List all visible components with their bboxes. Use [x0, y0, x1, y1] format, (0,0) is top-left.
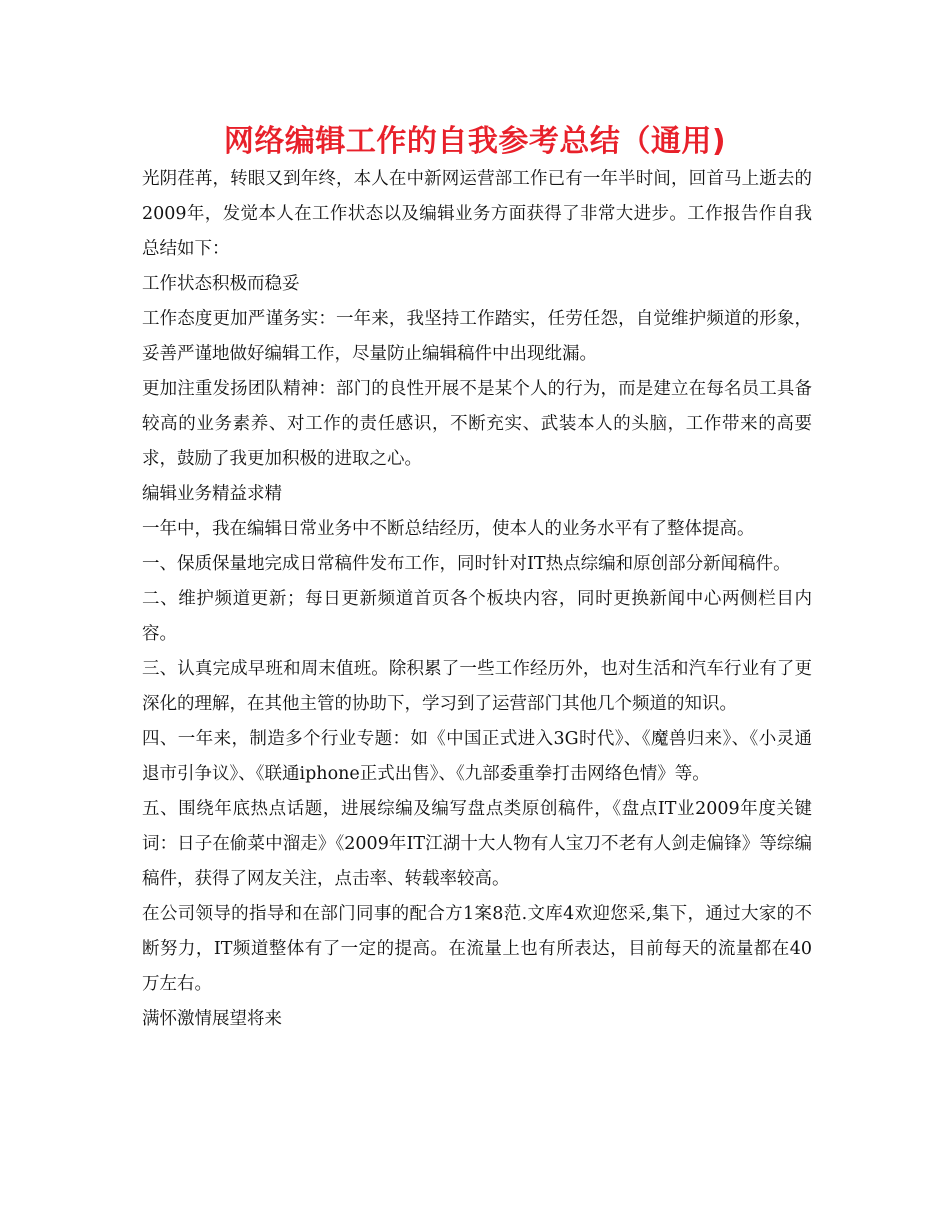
section-heading-editing: 编辑业务精益求精	[142, 484, 282, 504]
section-heading-future: 满怀激情展望将来	[142, 1009, 282, 1029]
document-body	[142, 162, 812, 1037]
paragraph-work-attitude: 工作态度更加严谨务实：一年来，我坚持工作踏实，任劳任怨，自觉维护频道的形象，妥善严谨地做好编辑工作，尽量防止编辑稿件中出现纰漏。	[142, 309, 812, 364]
list-item-3: 三、认真完成早班和周末值班。除积累了一些工作经历外，也对生活和汽车行业有了更深化的理解，在其他主管的协助下，学习到了运营部门其他几个频道的知识。	[142, 659, 812, 714]
paragraph-intro: 光阴荏苒，转眼又到年终，本人在中新网运营部工作已有一年半时间，回首马上逝去的2009年，发觉本人在工作状态以及编辑业务方面获得了非常大进步。工作报告作自我总结如下：	[142, 169, 812, 259]
paragraph-results: 在公司领导的指导和在部门同事的配合方1案8范.文库4欢迎您采,集下，通过大家的不断努力，IT频道整体有了一定的提高。在流量上也有所表达，目前每天的流量都在40万左右。	[142, 904, 812, 994]
list-item-1: 一、保质保量地完成日常稿件发布工作，同时针对IT热点综编和原创部分新闻稿件。	[142, 554, 791, 574]
list-item-4: 四、一年来，制造多个行业专题：如《中国正式进入3G时代》、《魔兽归来》、《小灵通退市引争议》、《联通iphone正式出售》、《九部委重拳打击网络色情》等。	[142, 729, 812, 784]
list-item-2: 二、维护频道更新；每日更新频道首页各个板块内容，同时更换新闻中心两侧栏目内容。	[142, 589, 812, 644]
section-heading-work-status: 工作状态积极而稳妥	[142, 274, 300, 294]
list-item-5: 五、围绕年底热点话题，进展综编及编写盘点类原创稿件，《盘点IT业2009年度关键词：日子在偷菜中溜走》《2009年IT江湖十大人物有人宝刀不老有人剑走偏锋》等综编稿件，获得了网友关注，点击率、转载率较高。	[142, 799, 812, 889]
paragraph-team-spirit: 更加注重发扬团队精神：部门的良性开展不是某个人的行为，而是建立在每名员工具备较高的业务素养、对工作的责任感识，不断充实、武装本人的头脑，工作带来的高要求，鼓励了我更加积极的进取之心。	[142, 379, 812, 469]
paragraph-editing-summary: 一年中，我在编辑日常业务中不断总结经历，使本人的业务水平有了整体提高。	[142, 519, 755, 539]
document-title: 网络编辑工作的自我参考总结（通用)	[223, 124, 727, 159]
